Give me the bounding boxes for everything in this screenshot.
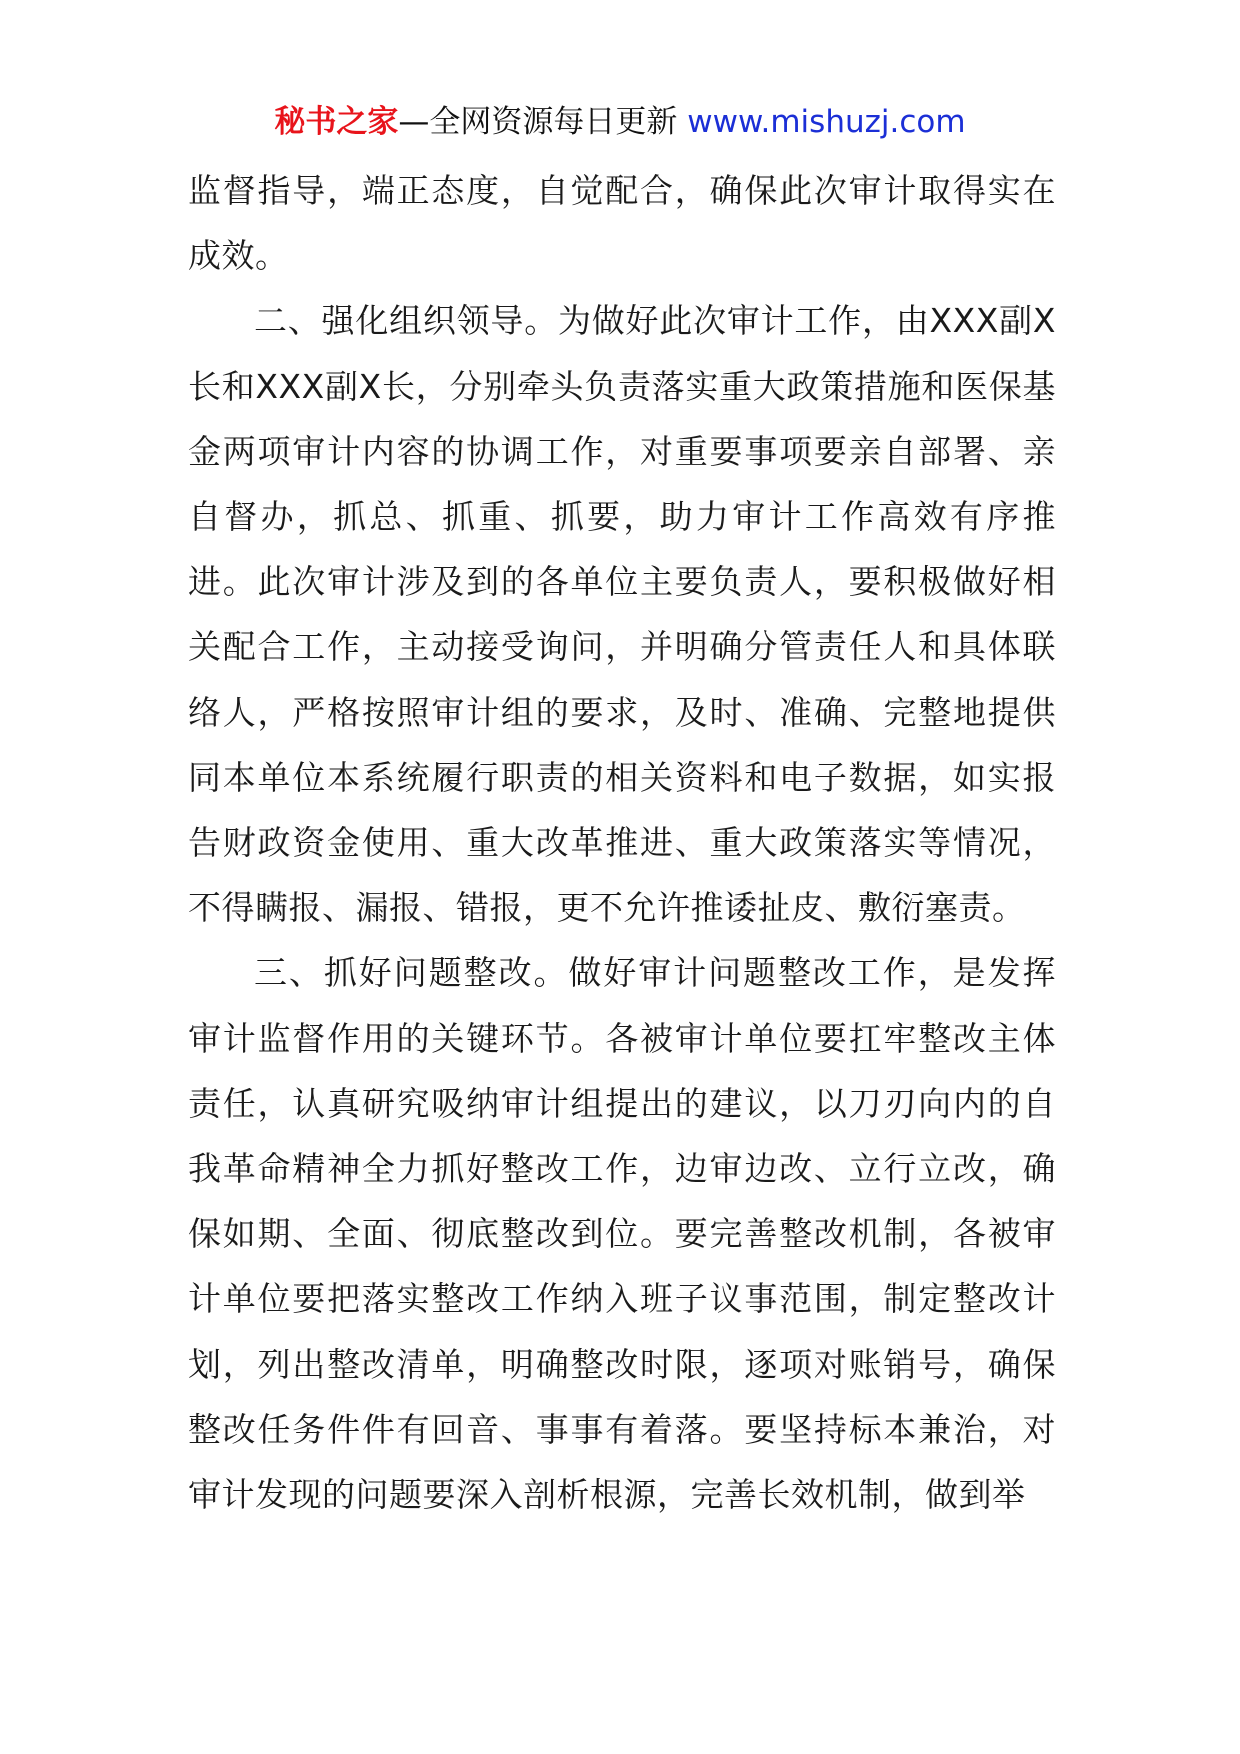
paragraph-continuation: 监督指导，端正态度，自觉配合，确保此次审计取得实在成效。 [188,171,1056,276]
site-tagline: —全网资源每日更新 [398,104,678,140]
site-header [0,100,1240,144]
paragraph-section-two: 二、强化组织领导。为做好此次审计工作，由XXX副X长和XXX副X长，分别牵头负责落实重大政策措施和医保基金两项审计内容的协调工作，对重要事项要亲自部署、亲自督办，抓总、抓重、抓要，助力审计工作高效有序推进。此次审计涉及到的各单位主要负责人，要积极做好相关配合工作，主动接受询问，并明确分管责任人和具体联络人，严格按照审计组的要求，及时、准确、完整地提供同本单位本系统履行职责的相关资料和电子数据，如实报告财政资金使用、重大改革推进、重大政策落实等情况，不得瞒报、漏报、错报，更不允许推诿扯皮、敷衍塞责。 [188,301,1056,928]
paragraph-section-three: 三、抓好问题整改。做好审计问题整改工作，是发挥审计监督作用的关键环节。各被审计单位要扛牢整改主体责任，认真研究吸纳审计组提出的建议，以刀刃向内的自我革命精神全力抓好整改工作，边审边改、立行立改，确保如期、全面、彻底整改到位。要完善整改机制，各被审计单位要把落实整改工作纳入班子议事范围，制定整改计划，列出整改清单，明确整改时限，逐项对账销号，确保整改任务件件有回音、事事有着落。要坚持标本兼治，对审计发现的问题要深入剖析根源，完善长效机制，做到举 [188,953,1056,1515]
site-url-link[interactable]: www.mishuzj.com [687,104,966,140]
site-brand: 秘书之家 [274,104,399,140]
document-body [188,158,1056,1527]
